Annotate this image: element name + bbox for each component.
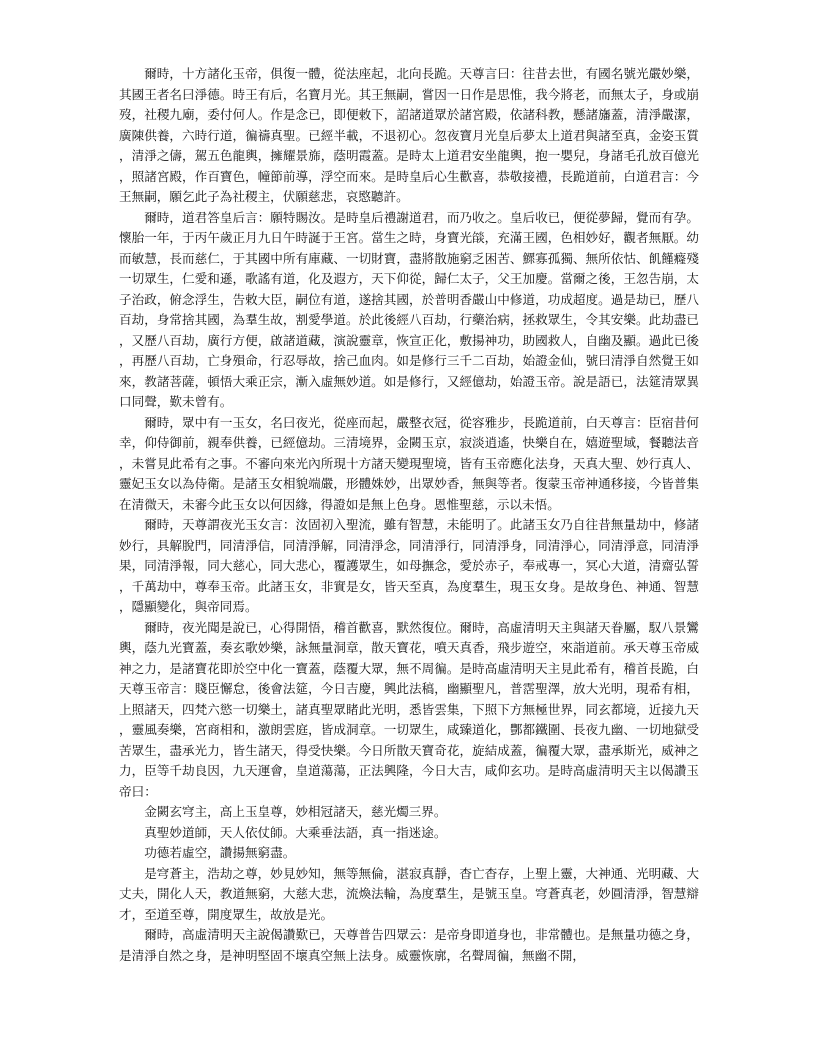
paragraph-7: 爾時，高虛清明天主說偈讚歎已，天尊普告四眾云：是帝身即道身也，非常體也。是無量功德之身，是清淨自然之身，是神明堅固不壞真空無上法身。威靈恢廓，名聲周徧，無幽不開，	[119, 927, 699, 963]
paragraph-6: 是穹蒼主，浩劫之尊，妙見妙知，無等無倫，湛寂真靜，杳亡杳存，上聖上靈，大神通、光明藏、大丈夫，開化人天，教道無窮，大慈大悲，流煥法輪，為度羣生，是號玉皇。穹蒼真老，妙圓清淨，智慧辯才，至道至尊，開度眾生，故放是光。	[119, 865, 699, 922]
paragraph-5: 爾時，夜光聞是說已，心得開悟，稽首歡喜，默然復位。爾時，高虛清明天主與諸天眷屬，馭八景鸞輿，蔭九光寶蓋，奏玄歌妙樂，詠無量洞章，散天寶花，噴天真香，飛步遊空，來詣道前。承天尊玉帝威神之力，是諸寶花即於空中化一寶蓋，蔭覆大眾，無不周徧。是時高虛清明天主見此希有，稽首長跪，白天尊玉帝言：賤臣懈怠，後會法筵，今日吉慶，興此法稿，幽顯聖凡，普霑聖澤，放大光明，現希有相，上照諸天，四梵六慾一切樂土，諸真聖眾睹此光明，悉皆雲集，下照下方無極世界，同玄都境，近接九天，靈風奏樂，宮商相和，激朗雲庭，皆成洞章。一切眾生，咸臻道化，酆都鐵圍、長夜九幽、一切地獄受苦眾生，盡承光力，皆生諸天，得受快樂。今日所散天寶奇花，旋結成蓋，徧覆大眾，盡承斯光，威神之力，臣等千劫良因，九天運會，皇道蕩蕩，正法興隆，今日大吉，咸仰玄功。是時高虛清明天主以偈讚玉帝曰：	[119, 619, 699, 799]
paragraph-3: 爾時，眾中有一玉女，名曰夜光，從座而起，嚴整衣冠，從容雅步，長跪道前，白天尊言：臣宿昔何幸，仰侍御前，親奉供養，已經億劫。三清境界，金闕玉京，寂淡逍遙，快樂自在，嬉遊聖域，餐聽法音，未嘗見此希有之事。不審向來光內所現十方諸天變現聖境，皆有玉帝應化法身，天真大聖、妙行真人、靈妃玉女以為侍衛。是諸玉女相貌端嚴，形體姝妙，出眾妙香，無與等者。復蒙玉帝神通移接，今皆普集在清微天，未審今此玉女以何因緣，得證如是無上色身。恩惟聖慈，示以未悟。	[119, 414, 699, 512]
document-page	[119, 64, 699, 966]
verse-line-3: 功德若虛空，讚揚無窮盡。	[144, 845, 296, 860]
verse-line-1: 金闕玄穹主，高上玉皇尊，妙相冠諸天，慈光燭三界。	[144, 804, 447, 819]
verse-line-2: 真聖妙道師，天人依仗師。大乘垂法語，真一指迷途。	[144, 824, 447, 840]
paragraph-4: 爾時，天尊謂夜光玉女言：汝固初入聖流，雖有智慧，未能明了。此諸玉女乃自往昔無量劫中，修諸妙行，具解脫門，同清淨信，同清淨解，同清淨念，同清淨行，同清淨身，同清淨心，同清淨意，同清淨果，同清淨報，同大慈心，同大悲心，覆護眾生，如母撫念，愛於赤子，奉戒專一，冥心大道，清齋弘誓，千萬劫中，尊奉玉帝。此諸玉女，非實是女，皆天至真，為度羣生，現玉女身。是故身色、神通、智慧，隱顯變化，與帝同焉。	[119, 517, 699, 614]
paragraph-2: 爾時，道君答皇后言：願特賜汝。是時皇后禮謝道君，而乃收之。皇后收已，便從夢歸，覺而有孕。懷胎一年，于丙午歲正月九日午時誕于王宮。當生之時，身寶光燄，充滿王國，色相妙好，觀者無厭。幼而敏慧，長而慈仁，于其國中所有庫藏、一切財寶，盡將散施窮乏困苦、鰥寡孤獨、無所依怙、飢饉癃殘一切眾生，仁愛和遜，歌謠有道，化及遐方，天下仰從，歸仁太子，父王加慶。當爾之後，王忽告崩，太子治政，俯念浮生，告敕大臣，嗣位有道，遂捨其國，於普明香嚴山中修道，功成超度。過是劫已，歷八百劫，身常捨其國，為羣生故，割愛學道。於此後經八百劫，行藥治病，拯救眾生，令其安樂。此劫盡已，又歷八百劫，廣行方便，啟諸道藏，演說靈章，恢宣正化，敷揚神功，助國救人，自幽及顯。過此已後，再歷八百劫，亡身殞命，行忍辱故，捨己血肉。如是修行三千二百劫，始證金仙，號曰清淨自然覺王如來，教諸菩薩，頓悟大乘正宗，漸入虛無妙道。如是修行，又經億劫，始證玉帝。說是語已，法筵清眾異口同聲，歎未曾有。	[119, 209, 699, 409]
paragraph-1: 爾時，十方諸化玉帝，俱復一體，從法座起，北向長跪。天尊言曰：往昔去世，有國名號光嚴妙樂，其國王者名曰淨德。時王有后，名寶月光。其王無嗣，嘗因一日作是思惟，我今將老，而無太子，身或崩歿，社稷九廟，委付何人。作是念已，即便敕下，詔諸道眾於諸宮殿，依諸科教，懸諸旛蓋，清淨嚴潔，廣陳供養，六時行道，徧禱真聖。已經半載，不退初心。忽夜寶月光皇后夢太上道君與諸至真，金姿玉質，清淨之儔，駕五色龍輿，擁耀景旆，蔭明霞蓋。是時太上道君安坐龍輿，抱一嬰兒，身諸毛孔放百億光，照諸宮殿，作百寶色，幢節前導，浮空而來。是時皇后心生歡喜，恭敬接禮，長跪道前，白道君言：今王無嗣，願乞此子為社稷主，伏願慈悲，哀愍聽許。	[119, 66, 699, 204]
